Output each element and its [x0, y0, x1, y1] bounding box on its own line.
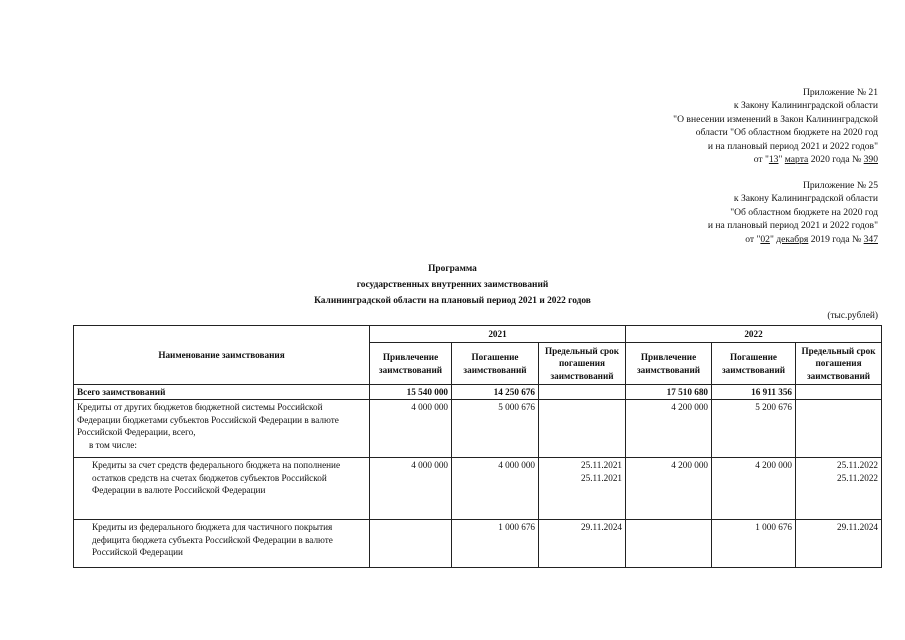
cell-deadline-2021: [539, 385, 626, 400]
cell-deadline-2021: [539, 400, 626, 458]
appendix-law-title-3: и на плановый период 2021 и 2022 годов": [707, 140, 878, 152]
appendix-number: Приложение № 21: [802, 87, 878, 98]
cell-deadline-2022: [796, 400, 882, 458]
borrowing-program-table: [73, 325, 882, 568]
header-deadline-2021: Предельный срок погашения заимствований: [539, 343, 626, 385]
cell-repay-2022: 4 200 000: [712, 458, 796, 520]
appendix-law-title-2: и на плановый период 2021 и 2022 годов": [707, 220, 878, 232]
cell-deadline-2022: 25.11.2022 25.11.2022: [796, 458, 882, 520]
cell-repay-2021: 5 000 676: [452, 400, 539, 458]
cell-borrow-2022: 4 200 000: [626, 400, 712, 458]
appendix-date-line: от "02" декабря 2019 года № 347: [745, 233, 878, 245]
header-borrow-2021: Привлечение заимствований: [370, 343, 452, 385]
table-row-total: [74, 385, 882, 400]
appendix-number: Приложение № 25: [802, 180, 878, 191]
header-row-years: [74, 326, 882, 343]
appendix-month: марта: [784, 154, 809, 166]
header-repay-2021: Погашение заимствований: [452, 343, 539, 385]
appendix-law-ref: к Закону Калининградской области: [733, 193, 878, 205]
cell-repay-2022: 16 911 356: [712, 385, 796, 400]
cell-borrow-2021: 15 540 000: [370, 385, 452, 400]
appendix-law-title-2: области "Об областном бюджете на 2020 год: [695, 127, 878, 139]
cell-borrow-2022: 17 510 680: [626, 385, 712, 400]
row-name: Кредиты за счет средств федерального бюджета на пополнение остатков средств на счетах бюджетов субъектов Российской Федерации в валюте Российской Федерации: [74, 458, 370, 520]
row-name: Всего заимствований: [74, 385, 370, 400]
appendix-25-reference: [708, 179, 878, 246]
appendix-date-line: от "13" марта 2020 года № 390: [753, 154, 878, 166]
title-line-2: государственных внутренних заимствований: [356, 280, 549, 290]
header-borrow-2022: Привлечение заимствований: [626, 343, 712, 385]
cell-borrow-2022: [626, 520, 712, 568]
cell-borrow-2021: 4 000 000: [370, 458, 452, 520]
appendix-day: 13: [768, 154, 779, 166]
appendix-month: декабря: [776, 233, 809, 245]
cell-repay-2022: 1 000 676: [712, 520, 796, 568]
table-row-federal-deficit: [74, 520, 882, 568]
row-name: Кредиты из федерального бюджета для частичного покрытия дефицита бюджета субъекта Российской Федерации в валюте Российской Федерации: [74, 520, 370, 568]
cell-repay-2022: 5 200 676: [712, 400, 796, 458]
row-name: Кредиты от других бюджетов бюджетной системы Российской Федерации бюджетами субъектов Российской Федерации в валюте Российской Федерации, всего, в том числе:: [74, 400, 370, 458]
appendix-law-number: 390: [863, 154, 878, 166]
appendix-21-reference: [673, 86, 878, 166]
cell-borrow-2021: 4 000 000: [370, 400, 452, 458]
cell-deadline-2021: 29.11.2024: [539, 520, 626, 568]
document-title: [0, 261, 905, 309]
cell-deadline-2022: [796, 385, 882, 400]
header-deadline-2022: Предельный срок погашения заимствований: [796, 343, 882, 385]
row-name-sub: в том числе:: [89, 439, 137, 450]
table-row-federal-balances: [74, 458, 882, 520]
units-label: (тыс.рублей): [827, 311, 878, 321]
appendix-law-ref: к Закону Калининградской области: [733, 100, 878, 112]
cell-borrow-2022: 4 200 000: [626, 458, 712, 520]
title-line-3: Калининградской области на плановый период 2021 и 2022 годов: [314, 296, 591, 306]
cell-repay-2021: 1 000 676: [452, 520, 539, 568]
cell-repay-2021: 14 250 676: [452, 385, 539, 400]
header-name: Наименование заимствования: [74, 326, 370, 385]
table-row-credits: [74, 400, 882, 458]
appendix-day: 02: [760, 233, 770, 245]
appendix-law-number: 347: [863, 233, 878, 245]
header-year-2021: 2021: [370, 326, 626, 343]
cell-borrow-2021: [370, 520, 452, 568]
header-year-2022: 2022: [626, 326, 882, 343]
appendix-law-title-1: "Об областном бюджете на 2020 год: [730, 206, 878, 218]
cell-deadline-2022: 29.11.2024: [796, 520, 882, 568]
header-repay-2022: Погашение заимствований: [712, 343, 796, 385]
appendix-law-title-1: "О внесении изменений в Закон Калининградской: [673, 113, 878, 125]
cell-repay-2021: 4 000 000: [452, 458, 539, 520]
title-line-1: Программа: [428, 264, 477, 274]
cell-deadline-2021: 25.11.2021 25.11.2021: [539, 458, 626, 520]
